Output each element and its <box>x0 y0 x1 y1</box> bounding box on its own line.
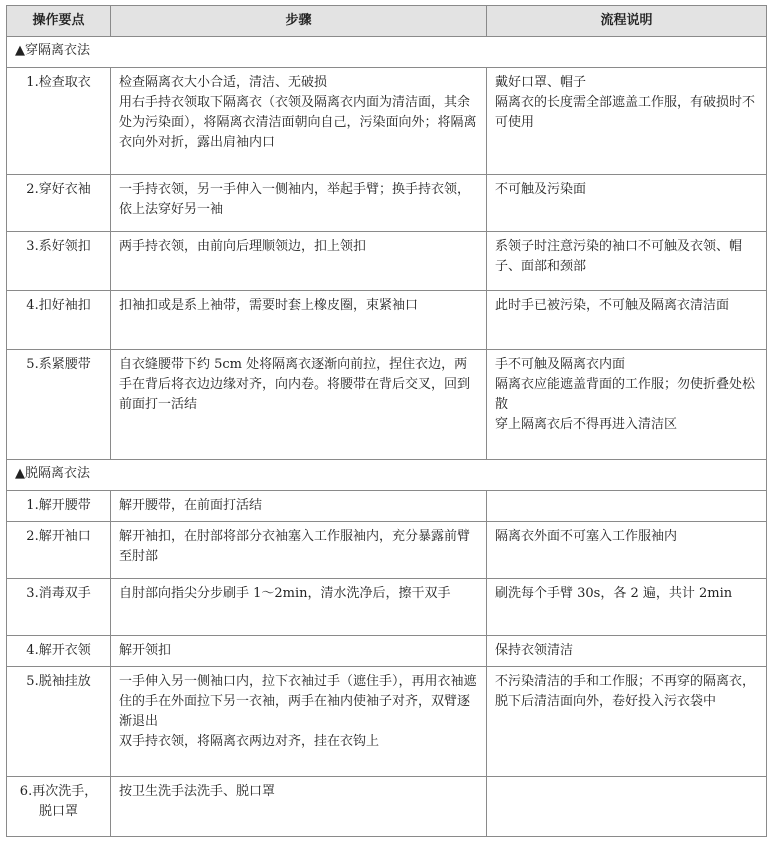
step-notes: 此时手已被污染，不可触及隔离衣清洁面 <box>487 291 767 350</box>
step-steps: 一手持衣领，另一手伸入一侧袖内，举起手臂；换手持衣领，依上法穿好另一袖 <box>111 175 487 232</box>
step-notes <box>487 491 767 522</box>
step-key: 3.系好领扣 <box>7 232 111 291</box>
step-key: 4.扣好袖扣 <box>7 291 111 350</box>
step-notes: 不可触及污染面 <box>487 175 767 232</box>
step-key: 1.解开腰带 <box>7 491 111 522</box>
step-key: 1.检查取衣 <box>7 68 111 175</box>
step-steps: 按卫生洗手法洗手、脱口罩 <box>111 777 487 837</box>
table-header-row <box>7 6 767 37</box>
step-steps: 解开袖扣，在肘部将部分衣袖塞入工作服袖内，充分暴露前臂至肘部 <box>111 522 487 579</box>
step-key: 5.系紧腰带 <box>7 350 111 460</box>
section-title: ▲脱隔离衣法 <box>7 460 767 491</box>
step-steps: 自肘部向指尖分步刷手 1～2min，清水洗净后，擦干双手 <box>111 579 487 636</box>
step-key: 3.消毒双手 <box>7 579 111 636</box>
table-row <box>7 291 767 350</box>
table-row <box>7 232 767 291</box>
table-row <box>7 579 767 636</box>
step-notes: 隔离衣外面不可塞入工作服袖内 <box>487 522 767 579</box>
section-title: ▲穿隔离衣法 <box>7 37 767 68</box>
table-row <box>7 777 767 837</box>
header-notes: 流程说明 <box>487 6 767 37</box>
step-steps: 解开领扣 <box>111 636 487 667</box>
step-key: 6.再次洗手，脱口罩 <box>7 777 111 837</box>
table-row <box>7 175 767 232</box>
step-notes: 刷洗每个手臂 30s，各 2 遍，共计 2min <box>487 579 767 636</box>
step-key: 4.解开衣领 <box>7 636 111 667</box>
step-steps: 两手持衣领，由前向后理顺领边，扣上领扣 <box>111 232 487 291</box>
step-key: 2.穿好衣袖 <box>7 175 111 232</box>
step-notes: 系领子时注意污染的袖口不可触及衣领、帽子、面部和颈部 <box>487 232 767 291</box>
section-row <box>7 460 767 491</box>
step-key: 5.脱袖挂放 <box>7 667 111 777</box>
table-row <box>7 522 767 579</box>
table-row <box>7 491 767 522</box>
step-steps: 扣袖扣或是系上袖带，需要时套上橡皮圈，束紧袖口 <box>111 291 487 350</box>
step-notes: 戴好口罩、帽子 隔离衣的长度需全部遮盖工作服，有破损时不可使用 <box>487 68 767 175</box>
table-row <box>7 636 767 667</box>
procedure-table <box>6 5 767 837</box>
step-steps: 解开腰带，在前面打活结 <box>111 491 487 522</box>
table-row <box>7 350 767 460</box>
step-steps: 检查隔离衣大小合适，清洁、无破损 用右手持衣领取下隔离衣（衣领及隔离衣内面为清洁面，其余处为污染面），将隔离衣清洁面朝向自己，污染面向外；将隔离衣向外对折，露出肩袖内口 <box>111 68 487 175</box>
step-notes: 保持衣领清洁 <box>487 636 767 667</box>
step-steps: 自衣缝腰带下约 5cm 处将隔离衣逐渐向前拉，捏住衣边，两手在背后将衣边边缘对齐，向内卷。将腰带在背后交叉，回到前面打一活结 <box>111 350 487 460</box>
step-notes <box>487 777 767 837</box>
table-row <box>7 68 767 175</box>
header-steps: 步骤 <box>111 6 487 37</box>
section-row <box>7 37 767 68</box>
step-notes: 手不可触及隔离衣内面 隔离衣应能遮盖背面的工作服；勿使折叠处松散 穿上隔离衣后不得再进入清洁区 <box>487 350 767 460</box>
header-key: 操作要点 <box>7 6 111 37</box>
table-row <box>7 667 767 777</box>
step-notes: 不污染清洁的手和工作服；不再穿的隔离衣，脱下后清洁面向外，卷好投入污衣袋中 <box>487 667 767 777</box>
step-key: 2.解开袖口 <box>7 522 111 579</box>
step-steps: 一手伸入另一侧袖口内，拉下衣袖过手（遮住手），再用衣袖遮住的手在外面拉下另一衣袖，两手在袖内使袖子对齐，双臂逐渐退出 双手持衣领，将隔离衣两边对齐，挂在衣钩上 <box>111 667 487 777</box>
